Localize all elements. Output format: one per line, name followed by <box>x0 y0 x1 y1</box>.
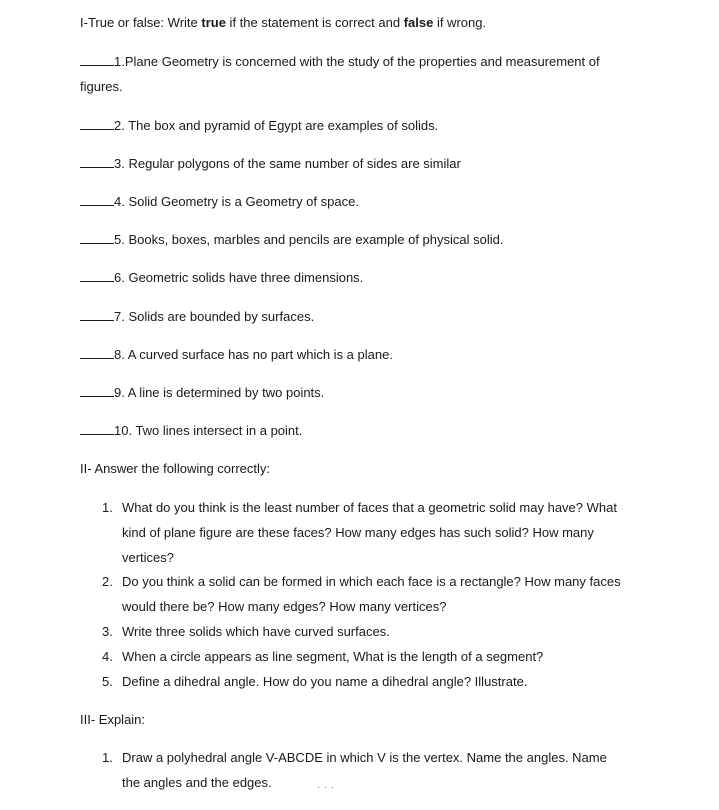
question-1 <box>102 500 617 516</box>
answer-blank[interactable] <box>80 156 114 168</box>
tf-item-7 <box>80 309 314 325</box>
question-number: 5. <box>102 674 113 689</box>
tf-item-1 <box>80 54 600 70</box>
tf-item-text: 2. The box and pyramid of Egypt are examples of solids. <box>114 118 439 133</box>
question-2-cont: would there be? How many edges? How many vertices? <box>122 599 447 614</box>
question-text: Define a dihedral angle. How do you name a dihedral angle? Illustrate. <box>122 674 528 689</box>
question-1-cont: kind of plane figure are these faces? How many edges has such solid? How many <box>122 525 594 540</box>
tf-item-10 <box>80 423 302 439</box>
question-number: 2. <box>102 574 113 589</box>
tf-item-text: 3. Regular polygons of the same number of sides are similar <box>114 156 461 171</box>
question-text: Write three solids which have curved surfaces. <box>122 624 390 639</box>
question-number: 3. <box>102 624 113 639</box>
part2-heading: II- Answer the following correctly: <box>80 461 271 476</box>
tf-item-4 <box>80 194 359 210</box>
tf-item-text: 10. Two lines intersect in a point. <box>114 423 303 438</box>
question-text: When a circle appears as line segment, What is the length of a segment? <box>122 649 544 664</box>
question-4 <box>102 649 543 665</box>
tf-item-5 <box>80 232 503 248</box>
tf-item-2 <box>80 118 438 134</box>
part3-heading: III- Explain: <box>80 712 146 727</box>
answer-blank[interactable] <box>80 309 114 321</box>
question-number: 1. <box>102 500 113 515</box>
answer-blank[interactable] <box>80 54 114 66</box>
tf-item-text: 7. Solids are bounded by surfaces. <box>114 309 315 324</box>
tf-item-text: 8. A curved surface has no part which is a plane. <box>114 347 393 362</box>
question-text: Draw a polyhedral angle V-ABCDE in which V is the vertex. Name the angles. Name <box>122 750 607 765</box>
tf-item-6 <box>80 270 363 286</box>
tf-item-1-text: 1.Plane Geometry is concerned with the study of the properties and measurement of <box>114 54 600 69</box>
part1-heading-true: true <box>201 15 226 30</box>
question-text: What do you think is the least number of faces that a geometric solid may have? What <box>122 500 617 515</box>
question-text: Do you think a solid can be formed in which each face is a rectangle? How many faces <box>122 574 621 589</box>
tf-item-9 <box>80 385 324 401</box>
question-2 <box>102 574 621 590</box>
answer-blank[interactable] <box>80 385 114 397</box>
tf-item-text: 6. Geometric solids have three dimensions. <box>114 270 364 285</box>
answer-blank[interactable] <box>80 270 114 282</box>
explain-question-1-cont: the angles and the edges. <box>122 775 272 790</box>
part1-heading-prefix: I-True or false: Write <box>80 15 202 30</box>
tf-item-text: 4. Solid Geometry is a Geometry of space. <box>114 194 359 209</box>
answer-blank[interactable] <box>80 232 114 244</box>
faint-dots-decoration <box>318 776 348 778</box>
question-number: 1. <box>102 750 113 765</box>
tf-item-3 <box>80 156 461 172</box>
part1-heading <box>80 15 486 31</box>
answer-blank[interactable] <box>80 118 114 130</box>
question-1-cont: vertices? <box>122 550 175 565</box>
tf-item-8 <box>80 347 393 363</box>
part1-heading-false: false <box>403 15 434 30</box>
answer-blank[interactable] <box>80 423 114 435</box>
question-3 <box>102 624 390 640</box>
tf-item-1-text-cont: figures. <box>80 79 123 94</box>
answer-blank[interactable] <box>80 347 114 359</box>
part1-heading-suffix: if wrong. <box>433 15 487 30</box>
question-number: 4. <box>102 649 113 664</box>
question-5 <box>102 674 527 690</box>
tf-item-text: 9. A line is determined by two points. <box>114 385 325 400</box>
explain-question-1 <box>102 750 607 766</box>
tf-item-text: 5. Books, boxes, marbles and pencils are example of physical solid. <box>114 232 504 247</box>
part1-heading-middle: if the statement is correct and <box>225 15 404 30</box>
answer-blank[interactable] <box>80 194 114 206</box>
tf-item-1-cont <box>80 79 123 95</box>
